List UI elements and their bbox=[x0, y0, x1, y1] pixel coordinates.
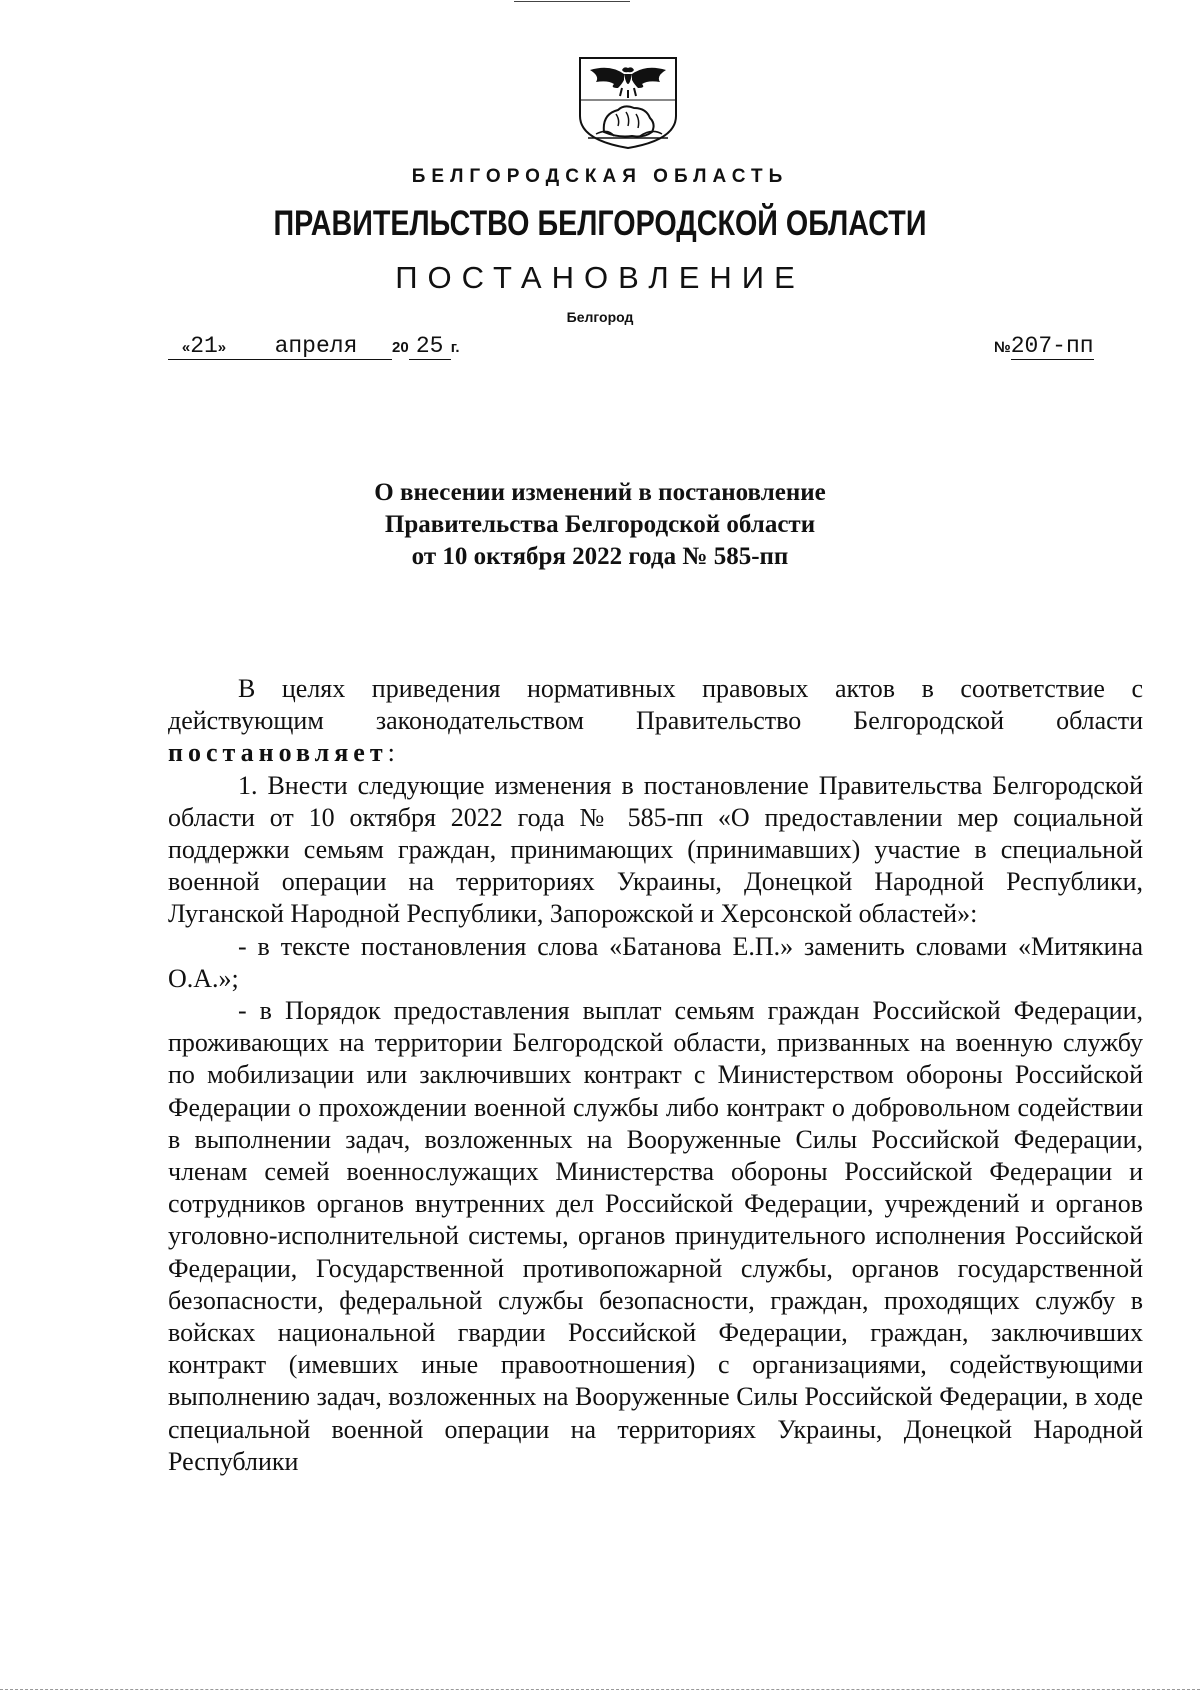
title-line: Правительства Белгородской области bbox=[384, 511, 816, 538]
document-number bbox=[994, 333, 1094, 360]
city-label: Белгород bbox=[566, 309, 634, 325]
date-year-value: 25 bbox=[415, 333, 444, 359]
number-prefix: № bbox=[994, 339, 1011, 356]
document-body bbox=[168, 673, 1143, 1478]
body-paragraph: 1. Внести следующие изменения в постановление Правительства Белгородской области от 10 октября 2022 года № 585-пп «О предоставлении мер социальной поддержки семьям граждан, принимающих (принимавших) участие в специальной военной операции на территориях Украины, Донецкой Народной Республики, Луганской Народной Республики, Запорожской и Херсонской областей»: bbox=[168, 770, 1143, 929]
body-paragraph: - в Порядок предоставления выплат семьям граждан Российской Федерации, проживающих на территории Белгородской области, призванных на военную службу по мобилизации или заключивших контракт с Министерством обороны Российской Федерации о прохождении военной службы либо контракт о добровольном содействии в выполнении задач, возложенных на Вооруженные Силы Российской Федерации, членам семей военнослужащих Министерства обороны Российской Федерации и сотрудников органов внутренних дел Российской Федерации, учреждений и органов уголовно-исполнительной системы, органов принудительного исполнения Российской Федерации, Государственной противопожарной службы, органов государственной безопасности, федеральной службы безопасности, граждан, проходящих службу в войсках национальной гвардии Российской Федерации, граждан, заключивших контракт (имевших иные правоотношения) с организациями, содействующими выполнению задач, возложенных на Вооруженные Силы Российской Федерации, в ходе специальной военной операции на территориях Украины, Донецкой Народной Республики bbox=[168, 996, 1143, 1476]
scan-artifact-line bbox=[0, 1689, 1200, 1691]
date-year-field bbox=[409, 333, 451, 360]
region-heading: БЕЛГОРОДСКАЯ ОБЛАСТЬ bbox=[411, 166, 789, 187]
government-heading: ПРАВИТЕЛЬСТВО БЕЛГОРОДСКОЙ ОБЛАСТИ bbox=[273, 204, 927, 243]
scan-artifact-line bbox=[514, 1, 630, 2]
date-year-unit: г. bbox=[450, 339, 460, 356]
date-year-prefix: 20 bbox=[392, 339, 409, 356]
number-value: 207-пп bbox=[1010, 333, 1094, 359]
document-type-heading: ПОСТАНОВЛЕНИЕ bbox=[395, 260, 805, 295]
date-month-value: апреля bbox=[274, 333, 358, 359]
title-line: от 10 октября 2022 года № 585-пп bbox=[411, 543, 789, 570]
document-title bbox=[300, 477, 900, 573]
body-paragraph: - в тексте постановления слова «Батанова Е.П.» заменить словами «Митякина О.А.»; bbox=[168, 931, 1143, 993]
belgorod-coat-of-arms-icon bbox=[574, 54, 682, 150]
date-day-field: «21» bbox=[168, 333, 240, 360]
date-month-field bbox=[240, 333, 392, 360]
body-paragraph: В целях приведения нормативных правовых актов в соответствие с действующим законодательством Правительство Белгородской области постановляет: bbox=[168, 674, 1143, 768]
title-line: О внесении изменений в постановление bbox=[374, 479, 826, 506]
decree-word: постановляет bbox=[168, 738, 388, 768]
document-date bbox=[168, 333, 460, 363]
date-day-value: 21 bbox=[190, 333, 218, 359]
